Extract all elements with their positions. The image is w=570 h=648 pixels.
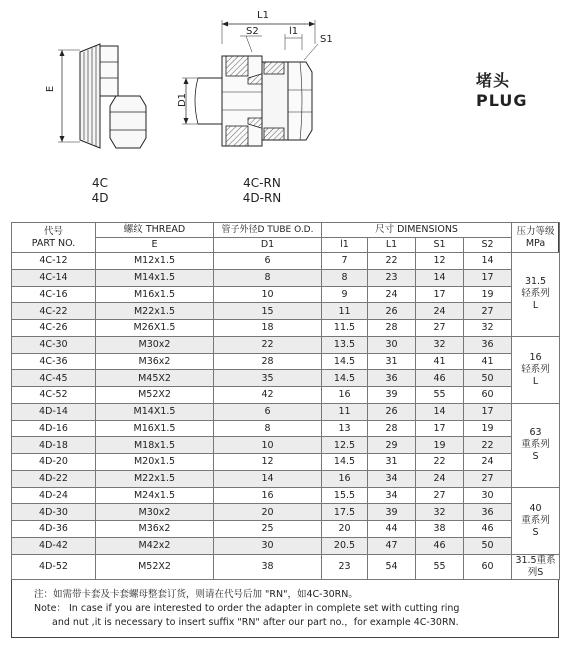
table-row (12, 353, 560, 370)
cell-S1: 27 (416, 320, 464, 337)
cell-L1: 22 (368, 253, 416, 270)
table-row (12, 420, 560, 437)
pressure-cell (512, 487, 560, 554)
dim-label-l1: l1 (289, 26, 299, 37)
cell-S1: 55 (416, 387, 464, 404)
cell-S2: 60 (464, 554, 512, 579)
cell-l1: 11 (322, 303, 368, 320)
cell-S2: 19 (464, 286, 512, 303)
pressure-series: 轻系列 (521, 363, 550, 375)
pressure-code: S (532, 451, 539, 463)
table-row (12, 269, 560, 286)
cell-l1: 11.5 (322, 320, 368, 337)
cell-part: 4C-45 (12, 370, 96, 387)
pressure-cell (512, 403, 560, 487)
cell-L1: 47 (368, 537, 416, 554)
header-S1: S1 (416, 238, 464, 253)
cell-thread: M16X1.5 (96, 420, 214, 437)
label-4C-RN: 4C-RN (243, 176, 281, 190)
cell-part: 4D-18 (12, 437, 96, 454)
pressure-series: 重系列 (521, 514, 550, 526)
pressure-series: 重系列 (521, 439, 550, 451)
header-tube-sub: D1 (214, 238, 322, 253)
header-tube-od: 管子外径D TUBE O.D. (214, 223, 322, 238)
cell-thread: M20x1.5 (96, 454, 214, 471)
pressure-code: L (532, 375, 539, 387)
cell-thread: M24x1.5 (96, 487, 214, 504)
pressure-value: 40 (529, 502, 542, 514)
cell-thread: M22x1.5 (96, 303, 214, 320)
pressure-cell (512, 253, 560, 337)
table-row (12, 521, 560, 538)
cell-S2: 24 (464, 454, 512, 471)
cell-S1: 32 (416, 504, 464, 521)
cell-part: 4D-16 (12, 420, 96, 437)
cell-l1: 14.5 (322, 353, 368, 370)
cell-S2: 36 (464, 336, 512, 353)
cell-l1: 20 (322, 521, 368, 538)
header-dimensions: 尺寸 DIMENSIONS (322, 223, 512, 238)
cell-d1: 18 (214, 320, 322, 337)
cell-L1: 44 (368, 521, 416, 538)
cell-d1: 25 (214, 521, 322, 538)
cell-thread: M45X2 (96, 370, 214, 387)
header-pressure: 压力等级 MPa (512, 223, 560, 253)
cell-d1: 10 (214, 437, 322, 454)
page-title-cn: 堵头 (476, 71, 511, 90)
cell-d1: 16 (214, 487, 322, 504)
cell-thread: M52X2 (96, 387, 214, 404)
note-en-line1: Note： In case if you are interested to order the adapter in complete set with cutting ring (34, 603, 460, 614)
table-row (12, 470, 560, 487)
cell-S2: 30 (464, 487, 512, 504)
cell-d1: 10 (214, 286, 322, 303)
dim-label-S1: S1 (320, 34, 333, 45)
cell-S2: 60 (464, 387, 512, 404)
cell-l1: 23 (322, 554, 368, 579)
note-cn: 注：如需带卡套及卡套螺母整套订货，则请在代号后加 "RN"，如4C-30RN。 (34, 589, 358, 600)
cell-S1: 12 (416, 253, 464, 270)
cell-S2: 32 (464, 320, 512, 337)
cell-S1: 14 (416, 403, 464, 420)
cell-thread: M22x1.5 (96, 470, 214, 487)
cell-S1: 17 (416, 286, 464, 303)
pressure-code: L (532, 300, 539, 312)
cell-L1: 26 (368, 303, 416, 320)
dim-label-S2: S2 (246, 26, 259, 37)
cell-L1: 31 (368, 353, 416, 370)
cell-l1: 8 (322, 269, 368, 286)
cell-thread: M30x2 (96, 504, 214, 521)
cell-d1: 28 (214, 353, 322, 370)
table-row (12, 537, 560, 554)
cell-part: 4C-22 (12, 303, 96, 320)
cell-S1: 32 (416, 336, 464, 353)
table-row (12, 370, 560, 387)
table-row (12, 336, 560, 353)
cell-L1: 29 (368, 437, 416, 454)
cell-part: 4D-20 (12, 454, 96, 471)
cell-L1: 54 (368, 554, 416, 579)
cell-l1: 14.5 (322, 370, 368, 387)
cell-S2: 17 (464, 403, 512, 420)
cell-S2: 27 (464, 470, 512, 487)
cell-thread: M14X1.5 (96, 403, 214, 420)
cell-d1: 14 (214, 470, 322, 487)
cell-S2: 46 (464, 521, 512, 538)
cell-part: 4C-16 (12, 286, 96, 303)
cell-thread: M42x2 (96, 537, 214, 554)
cell-d1: 8 (214, 420, 322, 437)
cell-l1: 14.5 (322, 454, 368, 471)
cell-part: 4C-26 (12, 320, 96, 337)
cell-S1: 27 (416, 487, 464, 504)
header-S2: S2 (464, 238, 512, 253)
dim-label-L1: L1 (257, 10, 269, 21)
page-title-en: PLUG (476, 91, 528, 110)
cell-d1: 8 (214, 269, 322, 286)
table-row (12, 320, 560, 337)
pressure-cell (512, 336, 560, 403)
cell-S1: 19 (416, 437, 464, 454)
cell-L1: 34 (368, 470, 416, 487)
cell-l1: 7 (322, 253, 368, 270)
cell-d1: 15 (214, 303, 322, 320)
cell-S2: 22 (464, 437, 512, 454)
cell-L1: 39 (368, 387, 416, 404)
cell-l1: 16 (322, 387, 368, 404)
cell-S1: 24 (416, 303, 464, 320)
cell-thread: M36x2 (96, 521, 214, 538)
plug-section-view-right (182, 20, 318, 146)
cell-S1: 55 (416, 554, 464, 579)
cell-part: 4C-12 (12, 253, 96, 270)
cell-L1: 28 (368, 320, 416, 337)
label-4C: 4C (91, 176, 108, 190)
table-row (12, 303, 560, 320)
table-row (12, 454, 560, 471)
cell-thread: M36x2 (96, 353, 214, 370)
cell-thread: M18x1.5 (96, 437, 214, 454)
cell-d1: 6 (214, 253, 322, 270)
cell-S2: 41 (464, 353, 512, 370)
cell-L1: 30 (368, 336, 416, 353)
left-model-labels (80, 176, 120, 206)
right-model-labels (232, 176, 292, 206)
cell-l1: 17.5 (322, 504, 368, 521)
cell-S1: 22 (416, 454, 464, 471)
cell-l1: 16 (322, 470, 368, 487)
cell-part: 4D-52 (12, 554, 96, 579)
cell-S2: 27 (464, 303, 512, 320)
cell-S1: 46 (416, 537, 464, 554)
cell-S2: 17 (464, 269, 512, 286)
header-L1: L1 (368, 238, 416, 253)
cell-S2: 36 (464, 504, 512, 521)
cell-thread: M52X2 (96, 554, 214, 579)
dim-label-D1: D1 (177, 92, 189, 108)
cell-S1: 41 (416, 353, 464, 370)
cell-S2: 19 (464, 420, 512, 437)
pressure-code: S (532, 526, 539, 538)
header-part-no: 代号 PART NO. (12, 223, 96, 253)
cell-part: 4D-22 (12, 470, 96, 487)
cell-thread: M16x1.5 (96, 286, 214, 303)
cell-d1: 20 (214, 504, 322, 521)
table-row (12, 387, 560, 404)
cell-l1: 20.5 (322, 537, 368, 554)
cell-d1: 12 (214, 454, 322, 471)
cell-thread: M12x1.5 (96, 253, 214, 270)
pressure-series: 轻系列 (521, 288, 550, 300)
cell-L1: 23 (368, 269, 416, 286)
cell-thread: M14x1.5 (96, 269, 214, 286)
pressure-value: 63 (529, 427, 542, 439)
header-row-1 (12, 223, 560, 238)
cell-l1: 11 (322, 403, 368, 420)
cell-d1: 38 (214, 554, 322, 579)
cell-part: 4C-52 (12, 387, 96, 404)
cell-S1: 24 (416, 470, 464, 487)
header-l1: l1 (322, 238, 368, 253)
pressure-value: 16 (529, 351, 542, 363)
cell-L1: 24 (368, 286, 416, 303)
cell-L1: 28 (368, 420, 416, 437)
cell-S1: 14 (416, 269, 464, 286)
pressure-cell: 31.5重系列S (512, 554, 560, 579)
header-thread: 螺纹 THREAD (96, 223, 214, 238)
cell-part: 4C-30 (12, 336, 96, 353)
cell-part: 4D-24 (12, 487, 96, 504)
cell-S2: 14 (464, 253, 512, 270)
cell-L1: 36 (368, 370, 416, 387)
pressure-value: 31.5 (524, 276, 547, 288)
cell-L1: 31 (368, 454, 416, 471)
label-4D: 4D (91, 191, 109, 205)
cell-l1: 13 (322, 420, 368, 437)
cell-d1: 30 (214, 537, 322, 554)
table-row (12, 403, 560, 420)
header-thread-sub: E (96, 238, 214, 253)
table-row (12, 504, 560, 521)
note-en-line2: and nut ,it is necessary to insert suffix "RN" after our part no.，for example 4C-30RN. (52, 617, 459, 628)
cell-L1: 39 (368, 504, 416, 521)
cell-l1: 15.5 (322, 487, 368, 504)
table-row (12, 286, 560, 303)
cell-part: 4D-30 (12, 504, 96, 521)
spec-table-body (12, 253, 560, 580)
cell-d1: 35 (214, 370, 322, 387)
spec-table (11, 222, 560, 580)
label-4D-RN: 4D-RN (242, 191, 282, 205)
cell-S1: 38 (416, 521, 464, 538)
cell-S2: 50 (464, 537, 512, 554)
table-row (12, 487, 560, 504)
cell-L1: 34 (368, 487, 416, 504)
cell-l1: 9 (322, 286, 368, 303)
cell-S1: 46 (416, 370, 464, 387)
cell-S1: 17 (416, 420, 464, 437)
cell-part: 4C-36 (12, 353, 96, 370)
cell-d1: 42 (214, 387, 322, 404)
plug-side-view-left (58, 44, 146, 148)
cell-d1: 6 (214, 403, 322, 420)
cell-L1: 26 (368, 403, 416, 420)
cell-l1: 13.5 (322, 336, 368, 353)
cell-part: 4D-42 (12, 537, 96, 554)
table-row (12, 437, 560, 454)
cell-part: 4D-14 (12, 403, 96, 420)
cell-d1: 22 (214, 336, 322, 353)
cell-S2: 50 (464, 370, 512, 387)
cell-part: 4D-36 (12, 521, 96, 538)
cell-thread: M26X1.5 (96, 320, 214, 337)
table-row (12, 253, 560, 270)
dim-label-E: E (45, 85, 57, 93)
cell-l1: 12.5 (322, 437, 368, 454)
cell-part: 4C-14 (12, 269, 96, 286)
table-row (12, 554, 560, 579)
cell-thread: M30x2 (96, 336, 214, 353)
